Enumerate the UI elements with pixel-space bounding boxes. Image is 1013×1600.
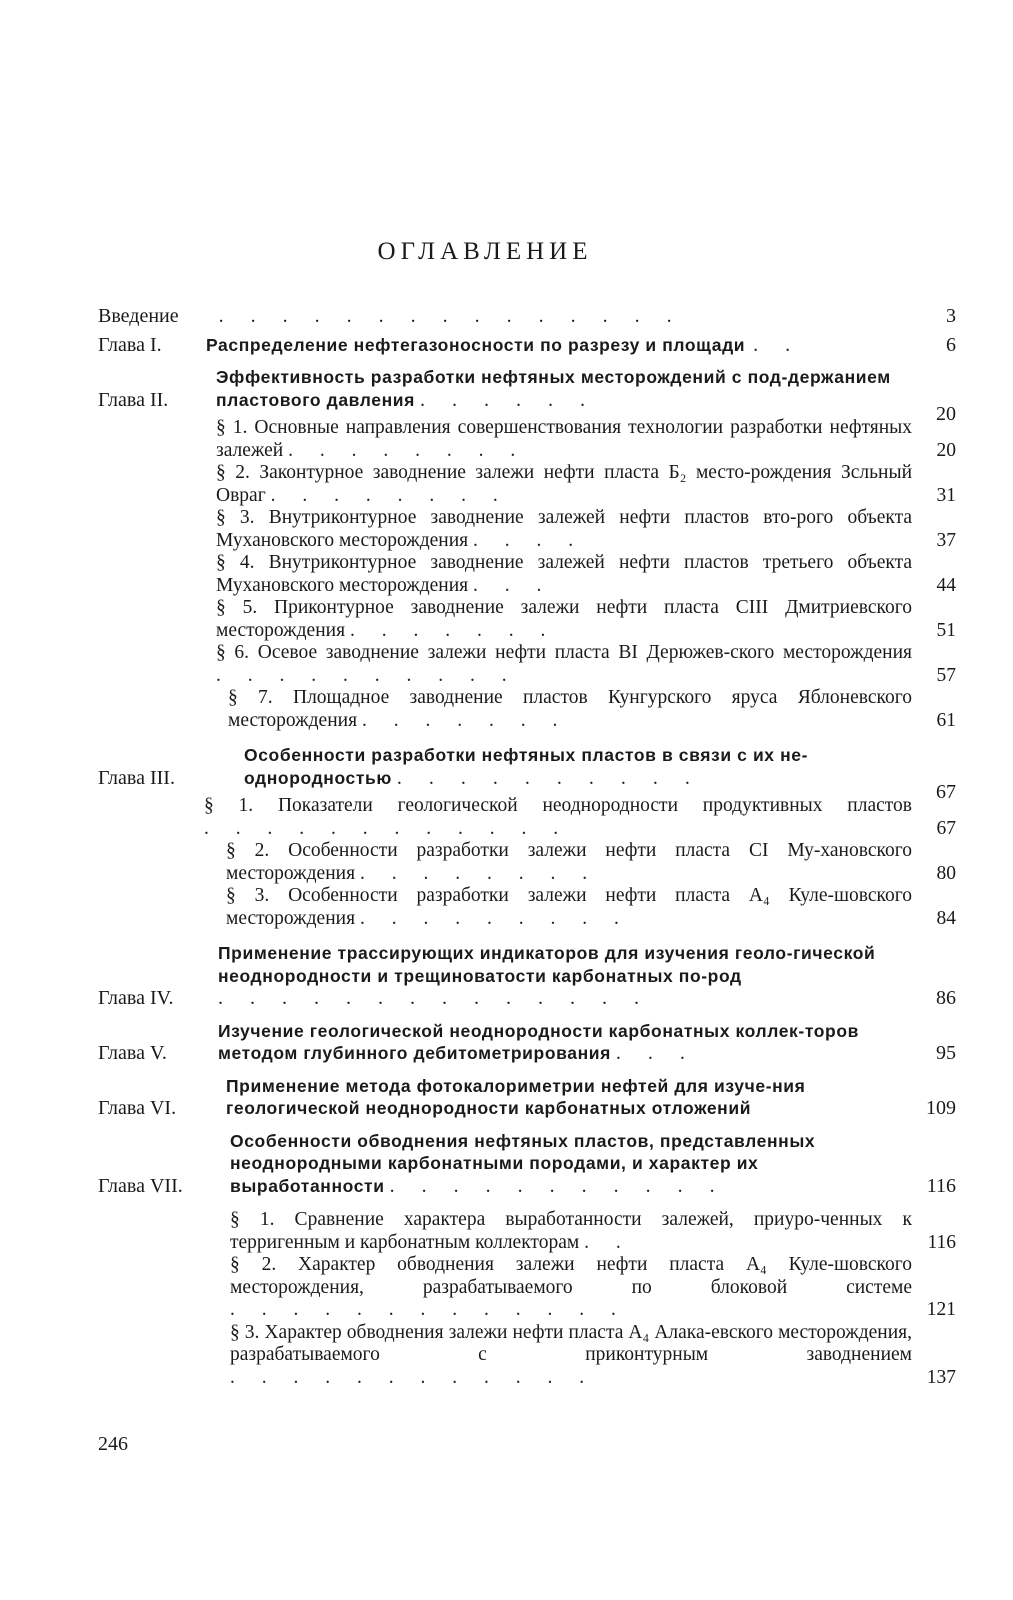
toc-entry-title: Применение метода фотокалориметрии нефтей для изуче-ния геологической неоднородности карбонатных отложений xyxy=(226,1075,806,1118)
toc-entry-page: 84 xyxy=(936,907,956,929)
toc-entry-page: 137 xyxy=(926,1366,956,1388)
toc-section-7-1[interactable]: § 1. Сравнение характера выработанности залежей, приуро-ченных к терригенным и карбонатным коллекторам . . 116 xyxy=(230,1209,956,1253)
toc-section-7-2[interactable]: § 2. Характер обводнения залежи нефти пласта A₄ Куле-шовского месторождения, разрабатываемого по блоковой системе . . . . . . . . . . . . . 121 xyxy=(230,1254,956,1320)
toc-entry-page: 44 xyxy=(936,574,956,596)
toc-entry-title: Особенности разработки нефтяных пластов в связи с их не-однородностью xyxy=(244,745,809,788)
toc-entry-chapter-4[interactable]: Глава IV. Применение трассирующих индикаторов для изучения геоло-гической неоднородности и трещиноватости карбонатных по-род . . . . . . . . . . . . . . 86 xyxy=(98,943,956,1009)
toc-section-2-5[interactable]: § 5. Приконтурное заводнение залежи нефти пласта CIII Дмитриевского месторождения . . . . . . . 51 xyxy=(216,597,956,641)
toc-entry-page: 67 xyxy=(936,817,956,839)
toc-section-2-3[interactable]: § 3. Внутриконтурное заводнение залежей нефти пластов вто-рого объекта Мухановского месторождения . . . . 37 xyxy=(216,507,956,551)
toc-entry-page: 109 xyxy=(926,1097,956,1119)
toc-entry-label: Глава IV. xyxy=(98,987,174,1009)
toc-entry-label: Глава VII. xyxy=(98,1174,183,1197)
page-title: ОГЛАВЛЕНИЕ xyxy=(377,238,593,265)
toc-section-2-1[interactable]: § 1. Основные направления совершенствования технологии разработки нефтяных залежей . . . . . . . . 20 xyxy=(216,417,956,461)
toc-entry-page: 57 xyxy=(936,664,956,686)
toc-entry-page: 86 xyxy=(936,987,956,1009)
toc-entry-title: § 1. Основные направления совершенствования технологии разработки нефтяных залежей xyxy=(216,417,912,461)
toc-section-2-6[interactable]: § 6. Осевое заводнение залежи нефти пласта BI Дерюжев-ского месторождения . . . . . . . . . . 57 xyxy=(216,642,956,686)
toc-entry-page: 20 xyxy=(936,402,956,425)
toc-entry-page: 51 xyxy=(936,619,956,641)
toc-entry-page: 31 xyxy=(936,484,956,506)
table-of-contents xyxy=(98,305,956,1389)
toc-entry-title: § 3. Внутриконтурное заводнение залежей нефти пластов вто-рого объекта Мухановского месторождения xyxy=(216,507,912,551)
toc-entry-chapter-5[interactable]: Глава V. Изучение геологической неоднородности карбонатных коллек-торов методом глубинного дебитометрирования . . . 95 xyxy=(98,1020,956,1064)
toc-entry-title: Применение трассирующих индикаторов для изучения геоло-гической неоднородности и трещиноватости карбонатных по-род xyxy=(218,943,876,986)
toc-entry-page: 6 xyxy=(946,333,956,356)
toc-entry-title: Распределение нефтегазоносности по разрезу и площади xyxy=(206,334,746,355)
toc-section-3-2[interactable]: § 2. Особенности разработки залежи нефти пласта CI Му-хановского месторождения . . . . . . . . 80 xyxy=(226,840,956,884)
toc-section-3-1[interactable]: § 1. Показатели геологической неоднородности продуктивных пластов . . . . . . . . . . . . 67 xyxy=(204,795,956,839)
toc-entry-title: § 2. Законтурное заводнение залежи нефти пласта Б₂ место-рождения Зсльный Овраг xyxy=(216,462,912,506)
toc-entry-title: § 4. Внутриконтурное заводнение залежей нефти пластов третьего объекта Мухановского месторождения xyxy=(216,552,912,596)
toc-entry-page: 67 xyxy=(936,780,956,803)
toc-entry-label: Введение xyxy=(98,305,179,327)
toc-entry-title: § 5. Приконтурное заводнение залежи нефти пласта CIII Дмитриевского месторождения xyxy=(216,597,912,641)
toc-entry-title: Особенности обводнения нефтяных пластов, представленных неоднородными карбонатными породами, и характер их выработанности xyxy=(230,1130,816,1196)
toc-section-2-4[interactable]: § 4. Внутриконтурное заводнение залежей нефти пластов третьего объекта Мухановского месторождения . . . 44 xyxy=(216,552,956,596)
toc-section-3-3[interactable]: § 3. Особенности разработки залежи нефти пласта A₄ Куле-шовского месторождения . . . . . . . . . 84 xyxy=(226,885,956,929)
toc-entry-chapter-3[interactable]: Глава III. Особенности разработки нефтяных пластов в связи с их не-однородностью . . . . . . . . . . 67 xyxy=(98,745,956,803)
toc-entry-page: 121 xyxy=(926,1299,956,1320)
toc-entry-title: § 1. Сравнение характера выработанности залежей, приуро-ченных к терригенным и карбонатным коллекторам xyxy=(230,1209,912,1253)
toc-entry-title: Эффективность разработки нефтяных месторождений с под-держанием пластового давления xyxy=(216,367,891,410)
toc-entry-page: 80 xyxy=(936,862,956,884)
toc-entry-page: 37 xyxy=(936,529,956,551)
toc-entry-label: Глава VI. xyxy=(98,1097,177,1119)
toc-entry-label: Глава I. xyxy=(98,333,162,356)
toc-entry-page: 3 xyxy=(946,305,956,327)
toc-section-7-3[interactable]: § 3. Характер обводнения залежи нефти пласта A₄ Алака-евского месторождения, разрабатываемого с приконтурным заводнением . . . . . . . . . . . . 137 xyxy=(230,1321,956,1388)
toc-entry-label: Глава II. xyxy=(98,388,169,411)
toc-section-2-2[interactable]: § 2. Законтурное заводнение залежи нефти пласта Б₂ место-рождения Зсльный Овраг . . . . . . . . 31 xyxy=(216,462,956,506)
toc-entry-page: 20 xyxy=(936,439,956,461)
toc-entry-page: 95 xyxy=(936,1042,956,1064)
toc-entry-page: 61 xyxy=(936,709,956,731)
toc-entry-label: Глава III. xyxy=(98,766,175,789)
toc-entry-title: § 7. Площадное заводнение пластов Кунгурского яруса Яблоневского месторождения xyxy=(228,687,912,731)
toc-entry-title: § 6. Осевое заводнение залежи нефти пласта BI Дерюжев-ского месторождения xyxy=(216,642,912,663)
toc-entry-chapter-6[interactable] xyxy=(98,1075,956,1120)
toc-section-2-7[interactable]: § 7. Площадное заводнение пластов Кунгурского яруса Яблоневского месторождения . . . . . . . 61 xyxy=(228,687,956,731)
toc-entry-title: § 3. Особенности разработки залежи нефти пласта A₄ Куле-шовского месторождения xyxy=(226,885,912,929)
toc-entry-introduction[interactable]: Введение . . . . . . . . . . . . . . . 3 xyxy=(98,305,956,327)
toc-entry-title: § 1. Показатели геологической неоднородности продуктивных пластов xyxy=(204,795,912,816)
toc-entry-chapter-1[interactable]: Глава I. Распределение нефтегазоносности по разрезу и площади . . 6 xyxy=(98,333,956,356)
toc-entry-chapter-2[interactable]: Глава II. Эффективность разработки нефтяных месторождений с под-держанием пластового давления . . . . . . 20 xyxy=(98,367,956,425)
toc-entry-chapter-7[interactable]: Глава VII. Особенности обводнения нефтяных пластов, представленных неоднородными карбонатными породами, и характер их выработанности . . . . . . . . . . . 116 xyxy=(98,1130,956,1197)
toc-entry-title: Изучение геологической неоднородности карбонатных коллек-торов методом глубинного дебитометрирования xyxy=(218,1020,859,1063)
toc-entry-page: 116 xyxy=(926,1174,956,1197)
toc-entry-title: § 3. Характер обводнения залежи нефти пласта A₄ Алака-евского месторождения, разрабатываемого с приконтурным заводнением xyxy=(230,1321,912,1365)
toc-entry-title: § 2. Характер обводнения залежи нефти пласта A₄ Куле-шовского месторождения, разрабатываемого по блоковой системе xyxy=(230,1254,912,1298)
page-number: 246 xyxy=(98,1433,128,1455)
toc-entry-title: § 2. Особенности разработки залежи нефти пласта CI Му-хановского месторождения xyxy=(226,840,912,884)
toc-entry-page: 116 xyxy=(927,1231,956,1253)
toc-entry-label: Глава V. xyxy=(98,1042,167,1064)
